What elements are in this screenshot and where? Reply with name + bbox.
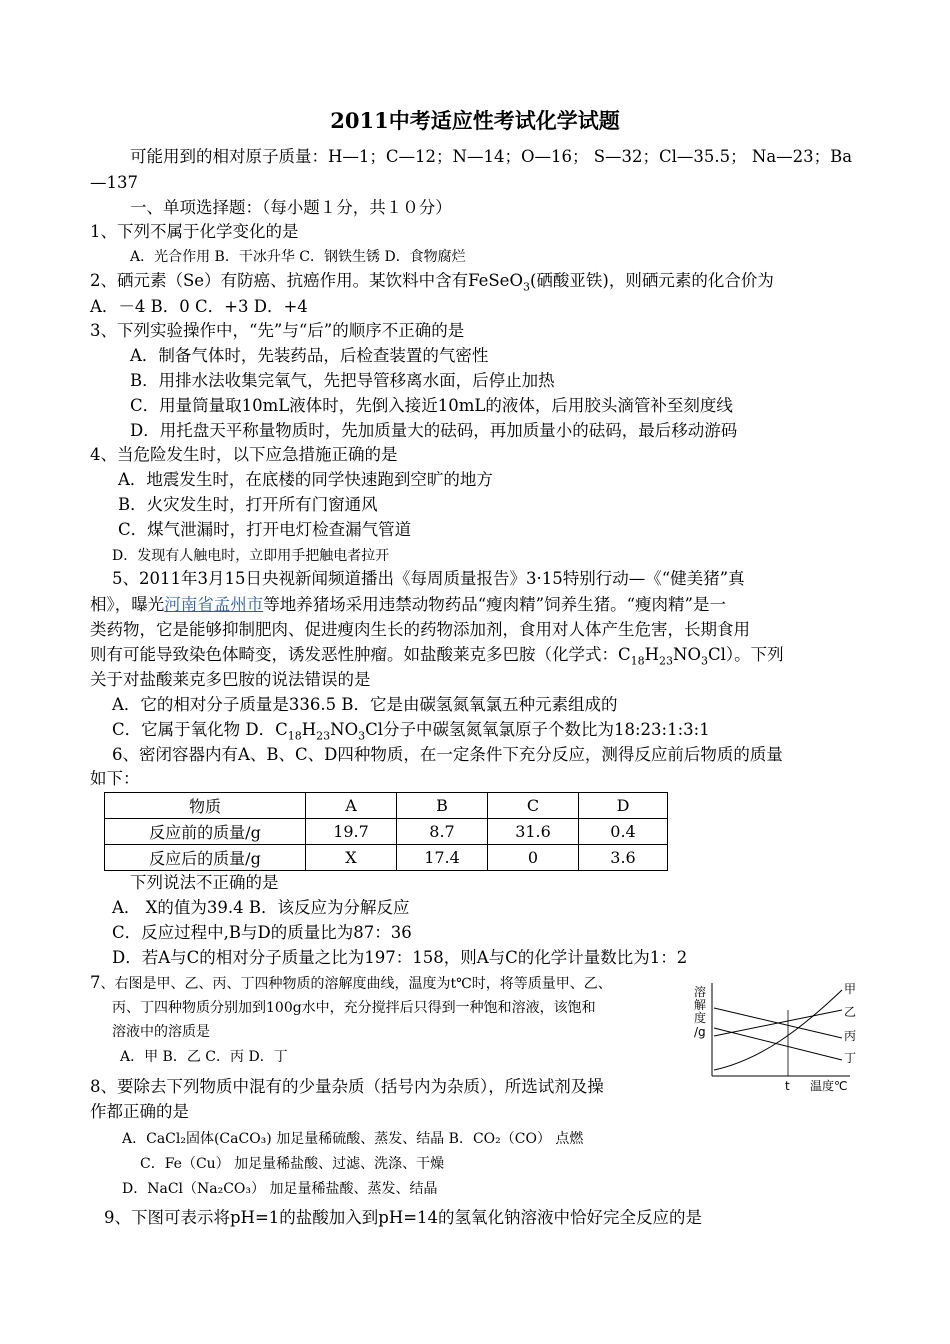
- table-header-cell: A: [306, 793, 397, 819]
- question-5-line-5: 关于对盐酸莱克多巴胺的说法错误的是: [90, 670, 371, 689]
- question-5-options-cd: C．它属于氧化物 D．$C_{18}H_{23}NO_3Cl$分子中碳氢氮氧氯原子个数比为18:23:1:3:1: [112, 720, 710, 743]
- curve-jia: [714, 990, 842, 1070]
- question-6-option-c: C．反应过程中,B与D的质量比为87：36: [112, 923, 412, 942]
- table-header-row: [105, 793, 668, 819]
- table-header-cell: D: [579, 793, 668, 819]
- curve-label: 丙: [844, 1029, 857, 1043]
- question-2-stem: 2、硒元素（Se）有防癌、抗癌作用。某饮料中含有FeSeO$_3$(硒酸亚铁)，则硒元素的化合价为: [90, 271, 774, 294]
- question-3-option-b: B．用排水法收集完氧气，先把导管移离水面，后停止加热: [130, 371, 555, 390]
- question-6-line-1: 6、密闭容器内有A、B、C、D四种物质，在一定条件下充分反应，测得反应前后物质的质量: [112, 745, 783, 764]
- y-axis-label: 解: [694, 998, 707, 1012]
- curve-label: 乙: [844, 1005, 857, 1019]
- y-axis-label: 度: [694, 1011, 707, 1025]
- question-5-line-2: 相》，曝光河南省孟州市等地养猪场采用违禁动物药品“瘦肉精”饲养生猪。“瘦肉精”是一: [90, 595, 726, 614]
- question-7-options: A．甲 B．乙 C．丙 D．丁: [120, 1049, 288, 1065]
- question-6-option-d: D．若A与C的相对分子质量之比为197：158，则A与C的化学计量数比为1：2: [112, 948, 688, 967]
- table-cell: 0: [488, 845, 579, 871]
- question-6-prompt: 下列说法不正确的是: [130, 873, 279, 892]
- table-cell: 反应前的质量/g: [105, 819, 306, 845]
- table-row: [105, 819, 668, 845]
- table-cell: 3.6: [579, 845, 668, 871]
- table-cell: 17.4: [397, 845, 488, 871]
- table-cell: 31.6: [488, 819, 579, 845]
- question-7-line-3: 溶液中的溶质是: [112, 1024, 210, 1040]
- table-cell: 0.4: [579, 819, 668, 845]
- table-header-cell: 物质: [105, 793, 306, 819]
- question-7-line-1: 7、右图是甲、乙、丙、丁四种物质的溶解度曲线，温度为t℃时，将等质量甲、乙、: [90, 973, 612, 992]
- curve-label: 甲: [844, 982, 857, 996]
- t-tick-label: t: [785, 1079, 790, 1093]
- table-row: [105, 845, 668, 871]
- question-7-line-2: 丙、丁四种物质分别加到100g水中，充分搅拌后只得到一种饱和溶液，该饱和: [112, 1000, 596, 1016]
- question-3-option-d: D．用托盘天平称量物质时，先加质量大的砝码，再加质量小的砝码，最后移动游码: [130, 421, 738, 440]
- question-1-stem: 1、下列不属于化学变化的是: [90, 222, 299, 241]
- atomic-mass-line: 可能用到的相对原子质量：H—1；C—12；N—14；O—16； S—32；Cl—35.5； Na—23；Ba: [130, 147, 853, 166]
- place-link[interactable]: 河南省孟州市: [164, 595, 264, 614]
- question-3-option-a: A．制备气体时，先装药品，后检查装置的气密性: [130, 346, 489, 365]
- section-heading: 一、单项选择题：（每小题１分，共１０分）: [130, 198, 452, 217]
- page-title: 2011中考适应性考试化学试题: [330, 108, 620, 133]
- question-5-line-1: 5、2011年3月15日央视新闻频道播出《每周质量报告》3·15特别行动—《“健美猪”真: [112, 569, 745, 588]
- question-8-line-1: 8、要除去下列物质中混有的少量杂质（括号内为杂质），所选试剂及操: [90, 1077, 604, 1096]
- question-1-options: A．光合作用 B．干冰升华 C．钢铁生锈 D．食物腐烂: [130, 249, 466, 265]
- question-4-option-d: D．发现有人触电时，立即用手把触电者拉开: [112, 548, 390, 564]
- curve-ding: [714, 1028, 842, 1060]
- question-8-option-d: D．NaCl（Na₂CO₃） 加足量稀盐酸、蒸发、结晶: [122, 1181, 438, 1197]
- y-axis-label: /g: [694, 1025, 706, 1039]
- atomic-mass-line-continued: —137: [90, 173, 138, 192]
- table-header-cell: B: [397, 793, 488, 819]
- question-2-options: A．－4 B．0 C．+3 D．+4: [90, 297, 308, 316]
- curve-label: 丁: [844, 1051, 857, 1065]
- mass-table: [104, 792, 668, 871]
- question-8-line-2: 作都正确的是: [90, 1102, 189, 1121]
- table-cell: 8.7: [397, 819, 488, 845]
- question-3-option-c: C．用量筒量取10mL液体时，先倒入接近10mL的液体，后用胶头滴管补至刻度线: [130, 396, 733, 415]
- question-8-options-ab: A．CaCl₂固体(CaCO₃) 加足量稀硫酸、蒸发、结晶 B．CO₂（CO） 点燃: [122, 1131, 584, 1147]
- question-5-line-4: 则有可能导致染色体畸变，诱发恶性肿瘤。如盐酸莱克多巴胺（化学式：$C_{18}H_{23}NO_3Cl$）。下列: [90, 645, 784, 668]
- table-cell: X: [306, 845, 397, 871]
- table-header-cell: C: [488, 793, 579, 819]
- question-4-option-c: C．煤气泄漏时，打开电灯检查漏气管道: [118, 520, 412, 539]
- question-4-option-a: A．地震发生时，在底楼的同学快速跑到空旷的地方: [118, 470, 493, 489]
- question-5-line-3: 类药物，它是能够抑制肥肉、促进瘦肉生长的药物添加剂，食用对人体产生危害，长期食用: [90, 620, 750, 639]
- question-6-options-ab: A． X的值为39.4 B．该反应为分解反应: [112, 898, 410, 917]
- question-3-stem: 3、下列实验操作中，“先”与“后”的顺序不正确的是: [90, 321, 465, 340]
- solubility-graph: [690, 980, 870, 1095]
- curve-bing: [714, 1008, 842, 1038]
- question-4-stem: 4、当危险发生时，以下应急措施正确的是: [90, 445, 398, 464]
- question-4-option-b: B．火灾发生时，打开所有门窗通风: [118, 495, 378, 514]
- question-8-option-c: C．Fe（Cu） 加足量稀盐酸、过滤、洗涤、干燥: [140, 1156, 445, 1172]
- question-5-options-ab: A．它的相对分子质量是336.5 B．它是由碳氢氮氧氯五种元素组成的: [112, 695, 618, 714]
- table-cell: 19.7: [306, 819, 397, 845]
- question-6-line-2: 如下：: [90, 769, 140, 788]
- table-cell: 反应后的质量/g: [105, 845, 306, 871]
- x-axis-label: 温度℃: [810, 1079, 848, 1093]
- y-axis-label: 溶: [694, 985, 707, 999]
- question-9-stem: 9、下图可表示将pH=1的盐酸加入到pH=14的氢氧化钠溶液中恰好完全反应的是: [104, 1208, 703, 1227]
